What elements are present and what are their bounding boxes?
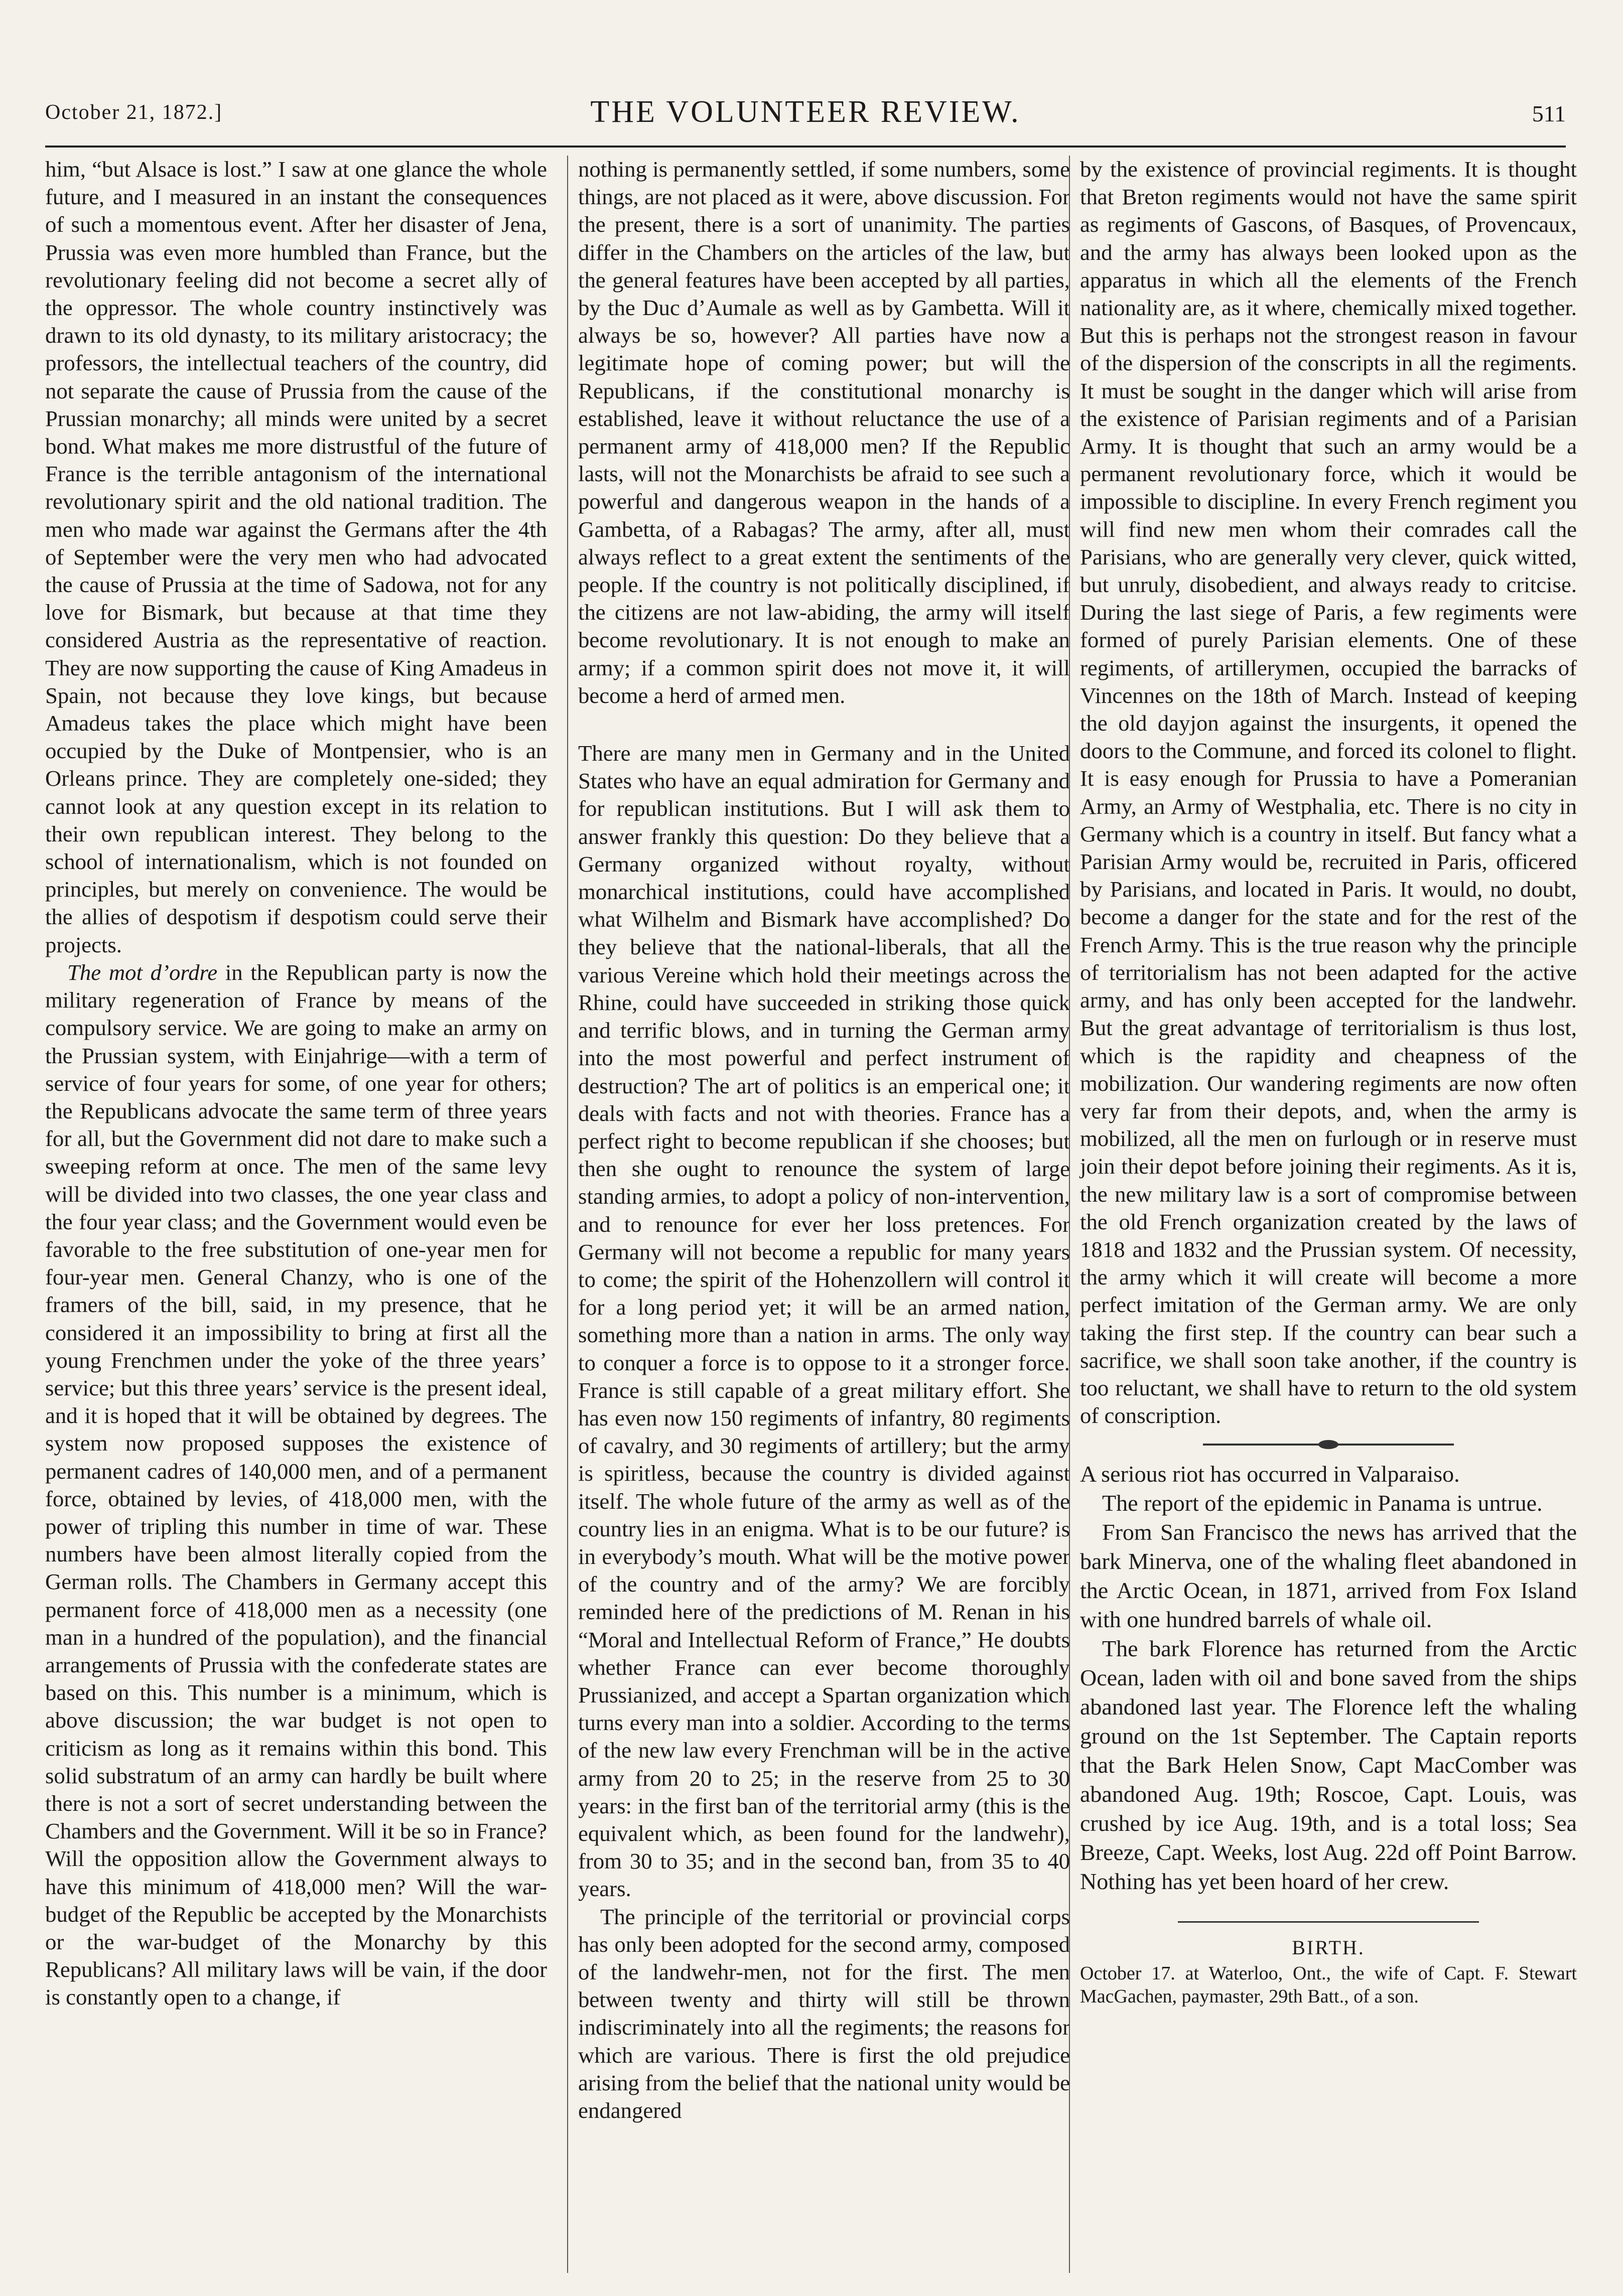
column-3 [1069,156,1577,2273]
news-item: The bark Florence has returned from the Arctic Ocean, laden with oil and bone saved from the ships abandoned last year. The Florence left the whaling ground on the 1st September. The Captain reports that the Bark Helen Snow, Capt MacComber was abandoned Aug. 19th; Roscoe, Capt. Louis, was crushed by ice Aug. 19th, and is a total loss; Sea Breeze, Capt. Weeks, lost Aug. 22d off Point Barrow. Nothing has yet been hoard of her crew. [1080,1636,1577,1895]
article-paragraph: The principle of the territorial or provincial corps has only been adopted for the second army, composed of the landwehr-men, not for the first. The men between twenty and thirty will still be thrown indiscriminately into all the regiments; the reasons for which are various. There is first the old prejudice arising from the belief that the national unity would be endangered [578,1904,1070,2123]
article-paragraph [45,959,547,2012]
issue-date: October 21, 1872.] [45,101,223,124]
news-item: A serious riot has occurred in Valparaiso. [1080,1461,1460,1487]
page-header [45,80,1566,148]
column-2 [567,156,1070,2273]
article-paragraph: nothing is permanently settled, if some numbers, some things, are not placed as it were, above discussion. For the present, there is a sort of unanimity. The parties differ in the Chambers on the articles of the law, but the general features have been accepted by all parties, by the Duc d’Aumale as well as by Gambetta. Will it always be so, however? All parties have now a legitimate hope of coming power; but will the Republicans, if the constitutional monarchy is established, leave it without reluctance the use of a permanent army of 418,000 men? If the Republic lasts, will not the Monarchists be afraid to see such a powerful and dangerous weapon in the hands of a Gambetta, of a Rabagas? The army, after all, must always reflect to a great extent the sentiments of the people. If the country is not politically disciplined, if the citizens are not law-abiding, the army will itself become revolutionary. It is not enough to make an army; if a common spirit does not move it, it will become a herd of armed men. [578,157,1070,708]
news-item: From San Francisco the news has arrived that the bark Minerva, one of the whaling fleet abandoned in the Arctic Ocean, in 1871, arrived from Fox Island with one hundred barrels of whale oil. [1080,1519,1577,1633]
paragraph-text: in the Republican party is now the military regeneration of France by means of the compulsory service. We are going to make an army on the Prussian system, with Einjahrige—with a term of service of four years for some, of one year for others; the Republicans advocate the same term of three years for all, but the Government did not dare to make such a sweeping reform at once. The men of the same levy will be divided into two classes, the one year class and the four year class; and the Government would even be favorable to the free substitution of one-year men for four-year men. General Chanzy, who is one of the framers of the bill, said, in my presence, that he considered it an impossibility to bring at first all the young Frenchmen under the yoke of the three years’ service; but this three years’ service is the present ideal, and it is hoped that it will be obtained by degrees. The system now proposed supposes the existence of permanent cadres of 140,000 men, and of a permanent force, obtained by levies, of 418,000 men, with the power of tripling this number in time of war. These numbers have been almost literally copied from the German rolls. The Chambers in Germany accept this permanent force of 418,000 men as a necessity (one man in a hundred of the population), and the financial arrangements of Prussia with the confederate states are based on this. This number is a minimum, which is above discussion; the war budget is not open to criticism as long as it remains within this bond. This solid substratum of an army can hardly be built where there is not a sort of secret understanding between the Chambers and the Government. Will it be so in France? Will the opposition allow the Government always to have this minimum of 418,000 men? Will the war-budget of the Republic be accepted by the Monarchists or the war-budget of the Monarchy by this Republicans? All military laws will be vain, if the door is constantly open to a change, if [45,959,547,2010]
birth-notice: October 17. at Waterloo, Ont., the wife of Capt. F. Stewart MacGachen, paymaster, 29th Batt., of a son. [1080,1962,1577,2007]
section-divider [1203,1444,1454,1446]
spacer [578,709,1070,740]
birth-heading: BIRTH. [1292,1936,1365,1959]
masthead-title: THE VOLUNTEER REVIEW. [590,95,1021,129]
page-number: 511 [1532,101,1566,126]
article-paragraph: him, “but Alsace is lost.” I saw at one glance the whole future, and I measured in an instant the consequences of such a momentous event. After her disaster of Jena, Prussia was even more humbled than France, but the revolutionary feeling did not become a secret ally of the oppressor. The whole country instinctively was drawn to its old dynasty, to its military aristocracy; the professors, the intellectual teachers of the country, did not separate the cause of Prussia from the cause of the Prussian monarchy; all minds were united by a secret bond. What makes me more distrustful of the future of France is the terrible antagonism of the international revolutionary spirit and the old national tradition. The men who made war against the Germans after the 4th of September were the very men who had advocated the cause of Prussia at the time of Sadowa, not for any love for Bismark, but because at that time they considered Austria as the representative of reaction. They are now supporting the cause of King Amadeus in Spain, not because they love kings, but because Amadeus takes the place which might have been occupied by the Duke of Montpensier, who is an Orleans prince. They are completely one-sided; they cannot look at any question except in its relation to their own republican interest. They belong to the school of internationalism, which is not founded on principles, but merely on convenience. The would be the allies of despotism if despotism could serve their projects. [45,157,547,957]
news-item: The report of the epidemic in Panama is untrue. [1102,1490,1543,1516]
article-paragraph: by the existence of provincial regiments. It is thought that Breton regiments would not have the same spirit as regiments of Gascons, of Basques, of Provencaux, and the army has always been looked upon as the apparatus in which all the elements of the French nationality are, as it where, chemically mixed together. But this is perhaps not the strongest reason in favour of the dispersion of the conscripts in all the regiments. It must be sought in the danger which will arise from the existence of Parisian regiments and of a Parisian Army. It is thought that such an army would be a permanent revolutionary force, which it would be impossible to discipline. In every French regiment you will find new men whom their comrades call the Parisians, who are generally very clever, quick witted, but unruly, disobedient, and always ready to critcise. During the last siege of Paris, a few regiments were formed of purely Parisian elements. One of these regiments, of artillerymen, occupied the barracks of Vincennes on the 18th of March. Instead of keeping the old dayjon against the insurgents, it opened the doors to the Commune, and forced its colonel to flight. It is easy enough for Prussia to have a Pomeranian Army, an Army of Westphalia, etc. There is no city in Germany which is a country in itself. But fancy what a Parisian Army would be, recruited in Paris, officered by Parisians, and located in Paris. It would, no doubt, become a danger for the state and for the rest of the French Army. This is the true reason why the principle of territorialism has not been adapted for the active army, and has only been accepted for the landwehr. But the great advantage of territorialism is thus lost, which is the rapidity and cheapness of the mobilization. Our wandering regiments are now often very far from their depots, and, when the army is mobilized, all the men on furlough or in reserve must join their depot before joining their regiments. As it is, the new military law is a sort of compromise between the old French organization created by the laws of 1818 and 1832 and the Prussian system. Of necessity, the army which it will create will become a more perfect imitation of the German army. We are only taking the first step. If the country can bear such a sacrifice, we shall soon take another, if the country is too reluctant, we shall have to return to the old system of conscription. [1080,157,1577,1428]
italic-phrase: The mot d’ordre [67,959,218,985]
divider [1178,1921,1479,1923]
column-1 [45,156,547,2273]
article-paragraph: There are many men in Germany and in the United States who have an equal admiration for Germany and for republican institutions. But I will ask them to answer frankly this question: Do they believe that a Germany organized without royalty, without monarchical institutions, could have accomplished what Wilhelm and Bismark have accomplished? Do they believe that the national-liberals, that all the various Vereine which hold their meetings across the Rhine, could have succeeded in striking those quick and terrific blows, and in turning the German army into the most powerful and perfect instrument of destruction? The art of politics is an emperical one; it deals with facts and not with theories. France has a perfect right to become republican if she chooses; but then she ought to renounce the system of large standing armies, to adopt a policy of non-intervention, and to renounce for ever her loss pretences. For Germany will not become a republic for many years to come; the spirit of the Hohenzollern will control it for a long period yet; it will be an armed nation, something more than a nation in arms. The only way to conquer a force is to oppose to it a stronger force. France is still capable of a great military effort. She has even now 150 regiments of infantry, 80 regiments of cavalry, and 30 regiments of artillery; but the army is spiritless, because the country is divided against itself. The whole future of the army as well as of the country lies in an enigma. What is to be our future? is in everybody’s mouth. What will be the motive power of the country and of the army? We are forcibly reminded here of the predictions of M. Renan in his “Moral and Intellectual Reform of France,” He doubts whether France can ever become thoroughly Prussianized, and accept a Spartan organization which turns every man into a soldier. According to the terms of the new law every Frenchman will be in the active army from 20 to 25; in the reserve from 25 to 30 years: in the first ban of the territorial army (this is the equivalent which, as been found for the landwehr), from 30 to 35; and in the second ban, from 35 to 40 years. [578,741,1070,1902]
